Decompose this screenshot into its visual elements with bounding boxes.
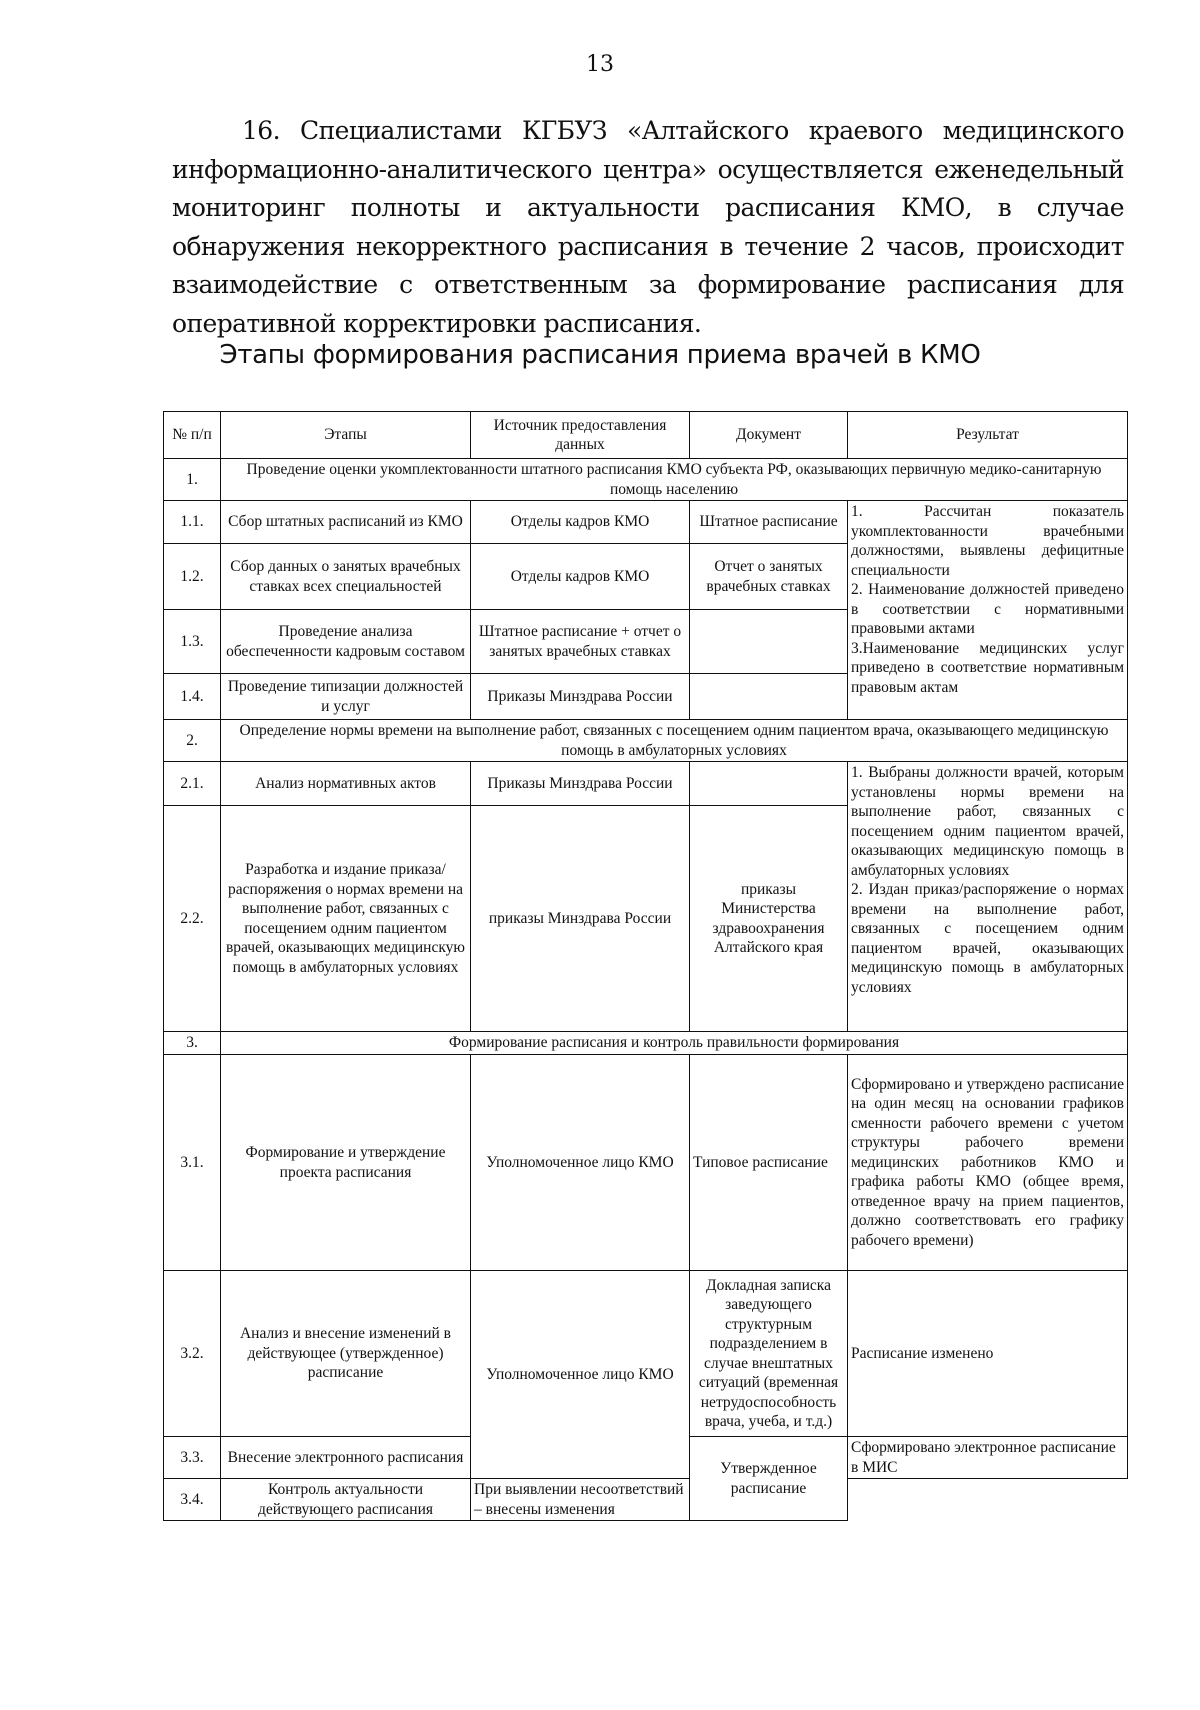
section-row-3 [164,1032,1128,1055]
source-cell: Уполномоченное лицо КМО [471,1271,690,1479]
source-cell: Приказы Минздрава России [471,674,690,720]
stage-cell: Контроль актуальности действующего расписания [221,1479,471,1521]
header-source: Источник предоставления данных [471,412,690,459]
document-cell: приказы Министерства здравоохранения Алтайского края [690,806,848,1032]
section-num: 1. [164,459,221,501]
table-row [164,1479,1128,1521]
result-cell: Расписание изменено [848,1271,1128,1437]
header-num: № п/п [164,412,221,459]
document-cell [690,610,848,674]
header-result: Результат [848,412,1128,459]
row-num: 3.1. [164,1055,221,1271]
table-header-row [164,412,1128,459]
section-title-cell: Проведение оценки укомплектованности штатного расписания КМО субъекта РФ, оказывающих первичную медико-санитарную помощь населению [221,459,1128,501]
header-document: Документ [690,412,848,459]
result-cell: 1. Выбраны должности врачей, которым установлены нормы времени на выполнение работ, связанных с посещением одним пациентом врачей, оказывающих медицинскую помощь в амбулаторных условиях 2. Издан приказ/распоряжение о нормах времени на выполнение работ, связанных с посещением одним пациентом врачей, оказывающих медицинскую помощь в амбулаторных условиях [848,762,1128,1032]
page-number: 13 [586,52,614,77]
stage-cell: Сбор данных о занятых врачебных ставках всех специальностей [221,544,471,610]
document-cell: Утвержденное расписание [690,1437,848,1521]
row-num: 2.2. [164,806,221,1032]
row-num: 1.3. [164,610,221,674]
source-cell: приказы Минздрава России [471,806,690,1032]
row-num: 1.1. [164,501,221,544]
table-row [164,1271,1128,1437]
table-row [164,762,1128,806]
section-title: Этапы формирования расписания приема врачей в КМО [219,340,981,370]
table-row [164,1055,1128,1271]
header-stage: Этапы [221,412,471,459]
row-num: 3.3. [164,1437,221,1479]
document-cell: Штатное расписание [690,501,848,544]
row-num: 1.2. [164,544,221,610]
row-num: 2.1. [164,762,221,806]
source-cell: Отделы кадров КМО [471,501,690,544]
result-cell: При выявлении несоответствий – внесены изменения [471,1479,690,1521]
stage-cell: Проведение анализа обеспеченности кадровым составом [221,610,471,674]
document-cell: Отчет о занятых врачебных ставках [690,544,848,610]
section-num: 3. [164,1032,221,1055]
source-cell: Приказы Минздрава России [471,762,690,806]
section-num: 2. [164,720,221,762]
section-title-cell: Определение нормы времени на выполнение работ, связанных с посещением одним пациентом врача, оказывающего медицинскую помощь в амбулаторных условиях [221,720,1128,762]
section-row-2 [164,720,1128,762]
row-num: 3.2. [164,1271,221,1437]
document-cell [690,674,848,720]
stage-cell: Разработка и издание приказа/распоряжения о нормах времени на выполнение работ, связанных с посещением одним пациентом врачей, оказывающих медицинскую помощь в амбулаторных условиях [221,806,471,1032]
document-cell: Докладная записка заведующего структурным подразделением в случае внештатных ситуаций (временная нетрудоспособность врача, учеба, и т.д.) [690,1271,848,1437]
table-row [164,501,1128,544]
stage-cell: Анализ нормативных актов [221,762,471,806]
stage-cell: Внесение электронного расписания [221,1437,471,1479]
result-cell: 1. Рассчитан показатель укомплектованности врачебными должностями, выявлены дефицитные специальности 2. Наименование должностей приведено в соответствии с нормативными правовыми актами 3.Наименование медицинских услуг приведено в соответствие нормативным правовым актам [848,501,1128,720]
document-cell [690,762,848,806]
paragraph-16: 16. Специалистами КГБУЗ «Алтайского краевого медицинского информационно-аналитического центра» осуществляется еженедельный мониторинг полноты и актуальности расписания КМО, в случае обнаружения некорректного расписания в течение 2 часов, происходит взаимодействие с ответственным за формирование расписания для оперативной корректировки расписания. [172,116,1124,338]
source-cell: Уполномоченное лицо КМО [471,1055,690,1271]
result-cell: Сформировано и утверждено расписание на один месяц на основании графиков сменности рабочего времени с учетом структуры рабочего времени медицинских работников КМО и графика работы КМО (общее время, отведенное врачу на прием пациентов, должно соответствовать его графику рабочего времени) [848,1055,1128,1271]
stage-cell: Проведение типизации должностей и услуг [221,674,471,720]
source-cell: Штатное расписание + отчет о занятых врачебных ставках [471,610,690,674]
row-num: 1.4. [164,674,221,720]
section-row-1 [164,459,1128,501]
document-cell: Типовое расписание [690,1055,848,1271]
stage-cell: Формирование и утверждение проекта расписания [221,1055,471,1271]
stage-cell: Анализ и внесение изменений в действующее (утвержденное) расписание [221,1271,471,1437]
source-cell: Отделы кадров КМО [471,544,690,610]
stage-cell: Сбор штатных расписаний из КМО [221,501,471,544]
schedule-table [163,411,1128,1521]
result-cell: Сформировано электронное расписание в МИС [848,1437,1128,1479]
row-num: 3.4. [164,1479,221,1521]
section-title-cell: Формирование расписания и контроль правильности формирования [221,1032,1128,1055]
